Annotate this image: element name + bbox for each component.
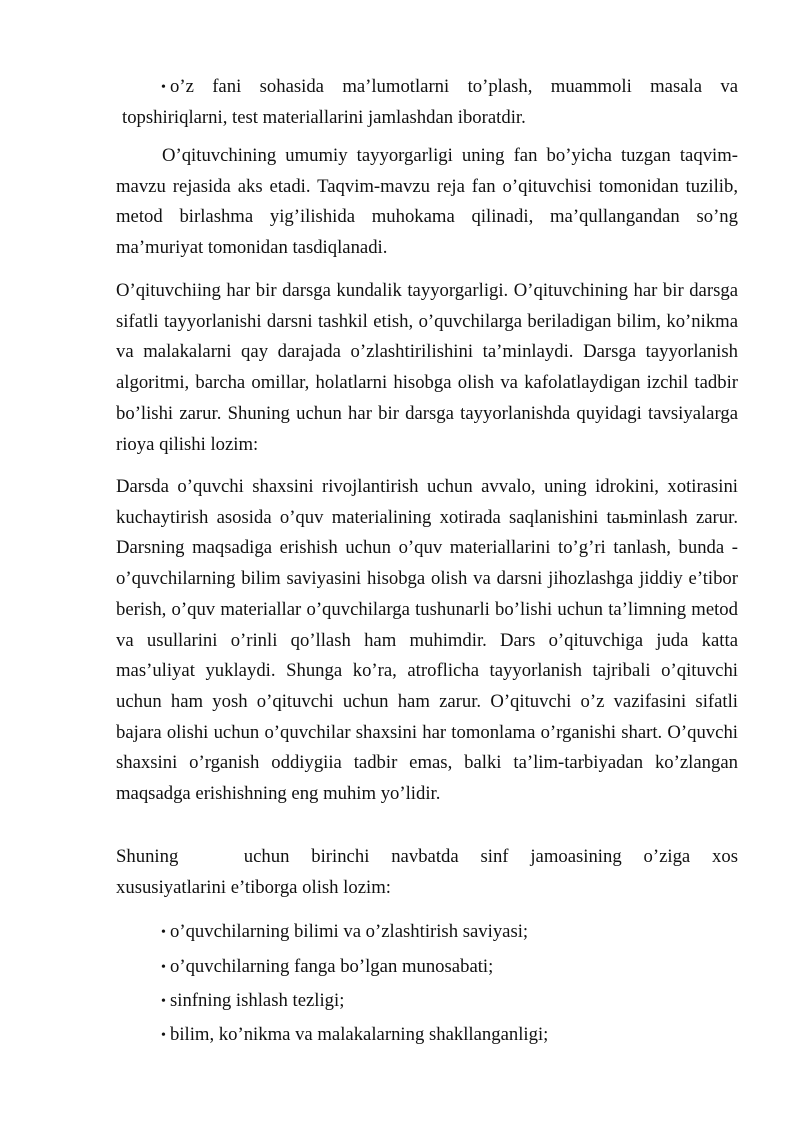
list-item [161,1020,738,1052]
list-item-text: o’quvchilarning bilimi va o’zlashtirish saviyasi; [170,921,529,942]
intro-bullet-text: o’z fani sohasida ma’lumotlarni to’plash, muammoli masala va [170,76,738,97]
list-item-text: o’quvchilarning fanga bo’lgan munosabati; [170,956,494,977]
intro-bullet-line1 [161,72,738,104]
paragraph-2: O’qituvchiing har bir darsga kundalik tayyorgarligi. O’qituvchining har bir darsga sifatli tayyorlanishi darsni tashkil etish, o’quvchilarga beriladigan bilim, ko’nikma va malakalarni qay darajada o’zlashtirilishini ta’minlaydi. Darsga tayyorlanish algoritmi, barcha omillar, holatlarni hisobga olish va kafolatlaydigan izchil tadbir bo’lishi zarur. Shuning uchun har bir darsga tayyorlanishda quyidagi tavsiyalarga rioya qilishi lozim: [116,280,738,455]
paragraph-3: Darsda o’quvchi shaxsini rivojlantirish uchun avvalo, uning idrokini, xotirasini kuchaytirish asosida o’quv materialining xotirada saqlanishini taьminlash zarur. Darsning maqsadiga erishish uchun o’quv materiallarini to’g’ri tanlash, bunda - o’quvchilarning bilim saviyasini hisobga olish va darsni jihozlashga jiddiy e’tibor berish, o’quv materiallar o’quvchilarga tushunarli bo’lishi uchun ta’limning metod va usullarini o’rinli qo’llash ham muhimdir. Dars o’qituvchiga juda katta mas’uliyat yuklaydi. Shunga ko’ra, atroflicha tayyorlanish tajribali o’qituvchi uchun ham yosh o’qituvchi uchun ham zarur. O’qituvchi o’z vazifasini sifatli bajara olishi uchun o’quvchilar shaxsini har tomonlama o’rganishi shart. O’quvchi shaxsini o’rganish oddiygiia tadbir emas, balki ta’lim-tarbiyadan ko’zlangan maqsadga erishishning eng muhim yo’lidir. [116,476,738,805]
bullet-icon: • [161,960,166,975]
paragraph-1: O’qituvchining umumiy tayyorgarligi uning fan bo’yicha tuzgan taqvim-mavzu rejasida aks etadi. Taqvim-mavzu reja fan o’qituvchisi tomonidan tuzilib, metod birlashma yig’ilishida muhokama qilinadi, ma’qullangandan so’ng ma’muriyat tomonidan tasdiqlanadi. [116,145,738,259]
bullet-icon: • [161,994,166,1009]
paragraph-4-line1: Shuning uchun birinchi navbatda sinf jamoasining o’ziga xos [116,846,738,867]
bullet-icon: • [161,925,166,940]
intro-bullet-line2: topshiriqlarni, test materiallarini jamlashdan iboratdir. [122,107,526,128]
bullet-icon: • [161,1028,166,1043]
list-item [161,986,738,1018]
list-item [161,917,738,949]
list-item [161,952,738,984]
list-item-text: bilim, ko’nikma va malakalarning shakllanganligi; [170,1024,549,1045]
paragraph-4-line2: xususiyatlarini e’tiborga olish lozim: [116,877,391,898]
list-item-text: sinfning ishlash tezligi; [170,990,345,1011]
bullet-icon: • [161,80,166,95]
